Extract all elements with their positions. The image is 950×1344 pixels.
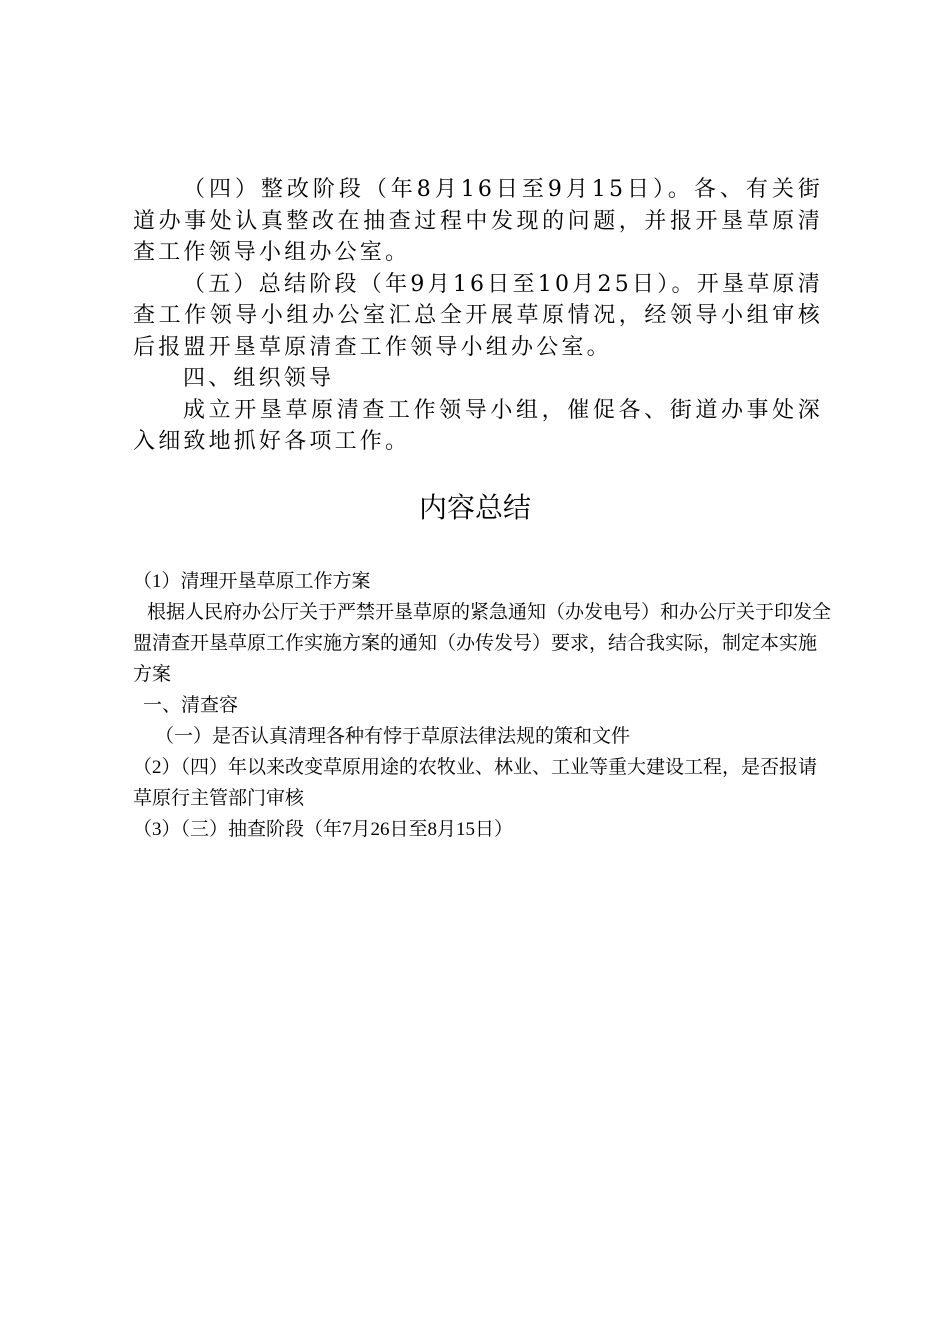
summary-line-6: （3）（三）抽查阶段（年7月26日至8月15日） (133, 819, 514, 840)
summary-line-2: 根据人民府办公厅关于严禁开垦草原的紧急通知（办发电号）和办公厅关于印发全盟清查开垦草原工作实施方案的通知（办传发号）要求，结合我实际，制定本实施方案 (133, 602, 832, 685)
heading-organization-leadership: 四、组织领导 (183, 366, 335, 391)
summary-line-5: （2）（四）年以来改变草原用途的农牧业、林业、工业等重大建设工程，是否报请草原行主管部门审核 (133, 757, 818, 809)
summary-content (133, 566, 833, 845)
body-text (133, 174, 823, 458)
paragraph-rectification-stage: （四）整改阶段（年8月16日至9月15日）。各、有关街道办事处认真整改在抽查过程中发现的问题，并报开垦草原清查工作领导小组办公室。 (133, 177, 823, 265)
summary-line-4: （一）是否认真清理各种有悖于草原法律法规的策和文件 (155, 726, 631, 747)
paragraph-summary-stage: （五）总结阶段（年9月16日至10月25日）。开垦草原清查工作领导小组办公室汇总全开展草原情况，经领导小组审核后报盟开垦草原清查工作领导小组办公室。 (133, 271, 823, 360)
summary-title: 内容总结 (418, 491, 531, 524)
summary-line-3: 一、清查容 (143, 695, 239, 716)
paragraph-leadership-group: 成立开垦草原清查工作领导小组，催促各、街道办事处深入细致地抓好各项工作。 (133, 397, 823, 454)
summary-line-1: （1）清理开垦草原工作方案 (133, 571, 371, 592)
